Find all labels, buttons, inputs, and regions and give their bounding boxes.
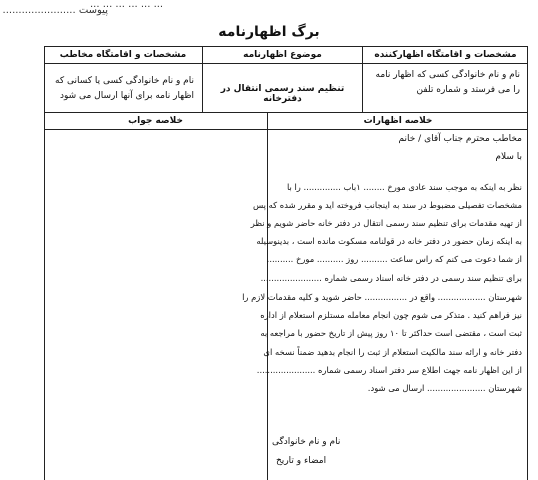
header-declarant: مشخصات و اقامتگاه اظهارکننده <box>374 50 517 60</box>
body-line-8: نیز فراهم کنید . متذکر می شوم چون انجام معامله مستلزم استعلام از اداره <box>260 310 522 320</box>
summary-header-divider <box>44 129 528 130</box>
body-line-10: دفتر خانه و ارائه سند مالکیت استعلام از ثبت را انجام بدهید ضمناً نسخه ای <box>263 347 522 357</box>
attachment-label: پیوست ....................... <box>2 5 108 16</box>
body-line-11: از این اظهار نامه جهت اطلاع سر دفتر اسناد رسمی شماره ...................... <box>256 365 522 375</box>
declarant-cell: نام و نام خانوادگی کسی که اظهار نامه را می فرستد و شماره تلفن <box>375 70 520 95</box>
addressee-cell: نام و نام خانوادگی کسی یا کسانی که اظهار نامه برای آنها ارسال می شود <box>55 76 194 101</box>
header-addressee: مشخصات و اقامتگاه مخاطب <box>59 50 187 60</box>
header-row-divider <box>44 63 528 64</box>
body-line-9: ثبت است ، مقتضی است حداکثر تا ۱۰ روز پیش از تاریخ حضور با مراجعه به <box>260 328 522 338</box>
subject-cell: تنظیم سند رسمی انتقال در دفترخانه <box>220 84 345 104</box>
body-line-6: برای تنظیم سند رسمی در دفتر خانه اسناد رسمی شماره ....................... <box>260 273 522 283</box>
body-line-7: شهرستان .................. واقع در ................ حاضر شوید و کلیه مقدمات لازم را <box>242 292 522 302</box>
subject-row-divider <box>44 112 528 113</box>
header-subject: موضوع اظهارنامه <box>243 50 322 60</box>
salutation: مخاطب محترم جناب آقای / خانم <box>398 134 522 144</box>
body-line-5: از شما دعوت می کنم که راس ساعت .......... روز .......... مورخ .......... <box>266 254 522 264</box>
body-line-12: شهرستان ...................... ارسال می شود. <box>367 383 522 393</box>
signature-date: امضاء و تاریخ <box>276 456 327 466</box>
body-line-1: نظر به اینکه به موجب سند عادی مورخ ........ ۱باب .............. را با <box>286 182 522 192</box>
body-line-2: مشخصات تفصیلی مضبوط در سند به اینجانب فروخته اید و مقرر شده که پس <box>253 200 522 210</box>
body-line-3: از تهیه مقدمات برای تنظیم سند رسمی انتقال در دفتر خانه حاضر شویم و نظر <box>250 218 522 228</box>
greeting: با سلام <box>495 152 522 162</box>
body-line-4: به اینکه زمان حضور در دفتر خانه در قولنامه مسکوت مانده است ، بدینوسیله <box>256 236 522 246</box>
form-title: برگ اظهارنامه <box>218 24 320 40</box>
signature-name: نام و نام خانوادگی <box>272 437 341 447</box>
answer-header: خلاصه جواب <box>128 116 183 126</box>
top-partial-line: ... ... ... ... ... ... <box>90 0 164 10</box>
summary-body <box>242 132 522 472</box>
summary-header: خلاصه اظهارات <box>363 116 433 126</box>
